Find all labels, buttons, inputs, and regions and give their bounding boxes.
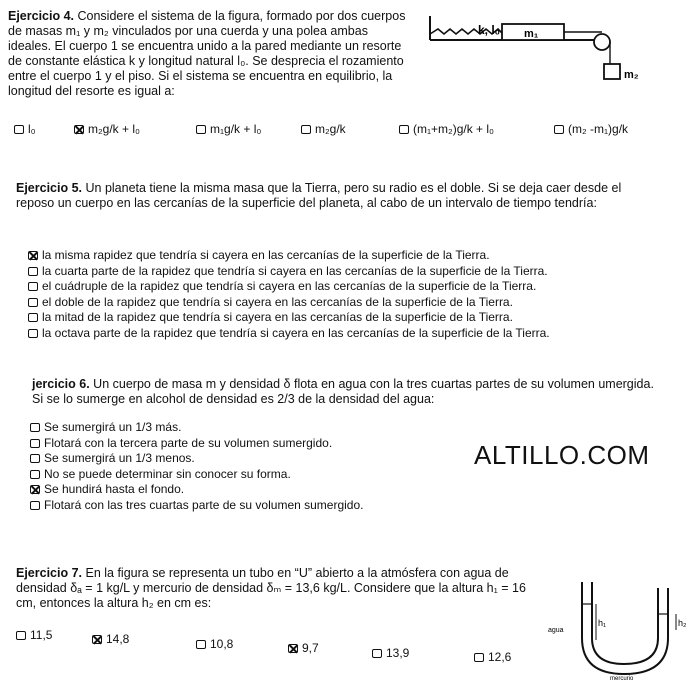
checkbox-7-b[interactable] — [92, 635, 102, 644]
h1-label: h₁ — [598, 618, 607, 628]
checkbox-6-f[interactable] — [30, 501, 40, 510]
checkbox-6-b[interactable] — [30, 439, 40, 448]
option-5-a[interactable]: la misma rapidez que tendría si cayera en las cercanías de la superficie de la Tierra. — [28, 248, 550, 264]
exercise-4-text: Considere el sistema de la figura, formado por dos cuerpos de masas m₁ y m₂ vinculados por una cuerda y una polea ambas ideales. El cuerpo 1 se encuentra unido a la pared mediante un resorte de constante elástica k y longitud natural l₀. Se desprecia el rozamiento entre el cuerpo 1 y el piso. Si el sistema se encuentra en equilibrio, la longitud del resorte es igual a: — [8, 9, 406, 98]
checkbox-7-d[interactable] — [288, 644, 298, 653]
option-5-c[interactable]: el cuádruple de la rapidez que tendría si cayera en las cercanías de la superficie de la Tierra. — [28, 279, 550, 295]
pulley-spring-figure — [426, 10, 654, 92]
exercise-5-text: Un planeta tiene la misma masa que la Tierra, pero su radio es el doble. Si se deja caer desde el reposo un cuerpo en las cercanías de la superficie del planeta, al cabo de un intervalo de tiempo tendría: — [16, 181, 622, 210]
exercise-6-text: Un cuerpo de masa m y densidad δ flota en agua con la tres cuartas partes de su volumen umergida. Si se lo sumerge en alcohol de densidad es 2/3 de la densidad del agua: — [32, 377, 654, 406]
option-7-b[interactable]: 14,8 — [92, 632, 129, 647]
exercise-5-statement — [16, 181, 658, 211]
mass-2-label: m₂ — [624, 69, 639, 81]
exercise-5-options — [28, 248, 550, 341]
spring-label: k, l₀ — [478, 23, 501, 37]
checkbox-4-d[interactable] — [301, 125, 311, 134]
checkbox-5-e[interactable] — [28, 313, 38, 322]
exercise-4-options — [14, 122, 694, 138]
checkbox-5-a[interactable] — [28, 251, 38, 260]
exercise-6-options — [30, 420, 364, 513]
checkbox-7-f[interactable] — [474, 653, 484, 662]
option-4-c[interactable]: m₁g/k + l₀ — [196, 122, 261, 137]
exercise-4-statement — [8, 9, 412, 99]
tube-left-label: agua — [548, 627, 564, 634]
checkbox-4-f[interactable] — [554, 125, 564, 134]
option-6-a[interactable]: Se sumergirá un 1/3 más. — [30, 420, 364, 436]
checkbox-7-a[interactable] — [16, 631, 26, 640]
option-6-d[interactable]: No se puede determinar sin conocer su forma. — [30, 467, 364, 483]
option-4-f[interactable]: (m₂ -m₁)g/k — [554, 122, 628, 137]
exercise-6-heading: jercicio 6. — [32, 377, 90, 391]
exercise-6-statement — [32, 377, 662, 407]
exercise-7-options — [16, 628, 536, 668]
option-4-e[interactable]: (m₁+m₂)g/k + l₀ — [399, 122, 494, 137]
checkbox-6-a[interactable] — [30, 423, 40, 432]
option-5-f[interactable]: la octava parte de la rapidez que tendría si cayera en las cercanías de la superficie de la Tierra. — [28, 326, 550, 342]
checkbox-4-e[interactable] — [399, 125, 409, 134]
checkbox-5-c[interactable] — [28, 282, 38, 291]
exercise-7-text: En la figura se representa un tubo en “U” abierto a la atmósfera con agua de densidad δₐ = 1 kg/L y mercurio de densidad δₘ = 13,6 kg/L. Considere que la altura h₁ = 16 cm, entonces la altura h₂ en cm es: — [16, 566, 526, 610]
checkbox-7-c[interactable] — [196, 640, 206, 649]
exercise-7-heading: Ejercicio 7. — [16, 566, 83, 580]
checkbox-5-d[interactable] — [28, 298, 38, 307]
option-4-b[interactable]: m₂g/k + l₀ — [74, 122, 140, 137]
checkbox-4-b[interactable] — [74, 125, 84, 134]
checkbox-6-e[interactable] — [30, 485, 40, 494]
checkbox-4-a[interactable] — [14, 125, 24, 134]
exercise-4-heading: Ejercicio 4. — [8, 9, 75, 23]
checkbox-5-f[interactable] — [28, 329, 38, 338]
option-6-e[interactable]: Se hundirá hasta el fondo. — [30, 482, 364, 498]
option-5-b[interactable]: la cuarta parte de la rapidez que tendría si cayera en las cercanías de la superficie de la Tierra. — [28, 264, 550, 280]
option-5-d[interactable]: el doble de la rapidez que tendría si cayera en las cercanías de la superficie de la Tierra. — [28, 295, 550, 311]
pulley-icon — [594, 34, 610, 50]
option-6-c[interactable]: Se sumergirá un 1/3 menos. — [30, 451, 364, 467]
option-7-d[interactable]: 9,7 — [288, 641, 319, 656]
option-7-f[interactable]: 12,6 — [474, 650, 511, 665]
option-7-a[interactable]: 11,5 — [16, 628, 52, 643]
option-7-c[interactable]: 10,8 — [196, 637, 233, 652]
checkbox-7-e[interactable] — [372, 649, 382, 658]
exercise-5-heading: Ejercicio 5. — [16, 181, 83, 195]
option-6-f[interactable]: Flotará con las tres cuartas parte de su volumen sumergido. — [30, 498, 364, 514]
watermark-text: ALTILLO.COM — [474, 440, 650, 470]
checkbox-4-c[interactable] — [196, 125, 206, 134]
checkbox-6-c[interactable] — [30, 454, 40, 463]
mass-2-block — [604, 64, 620, 79]
option-6-b[interactable]: Flotará con la tercera parte de su volumen sumergido. — [30, 436, 364, 452]
h2-label: h₂ — [678, 618, 687, 628]
checkbox-6-d[interactable] — [30, 470, 40, 479]
tube-bottom-label: mercurio — [610, 676, 634, 682]
option-5-e[interactable]: la mitad de la rapidez que tendría si cayera en las cercanías de la superficie de la Tierra. — [28, 310, 550, 326]
u-tube-figure — [546, 574, 696, 682]
exercise-7-statement — [16, 566, 536, 611]
option-4-a[interactable]: l₀ — [14, 122, 36, 137]
option-7-e[interactable]: 13,9 — [372, 646, 409, 661]
mass-1-label: m₁ — [524, 28, 539, 40]
checkbox-5-b[interactable] — [28, 267, 38, 276]
option-4-d[interactable]: m₂g/k — [301, 122, 346, 137]
